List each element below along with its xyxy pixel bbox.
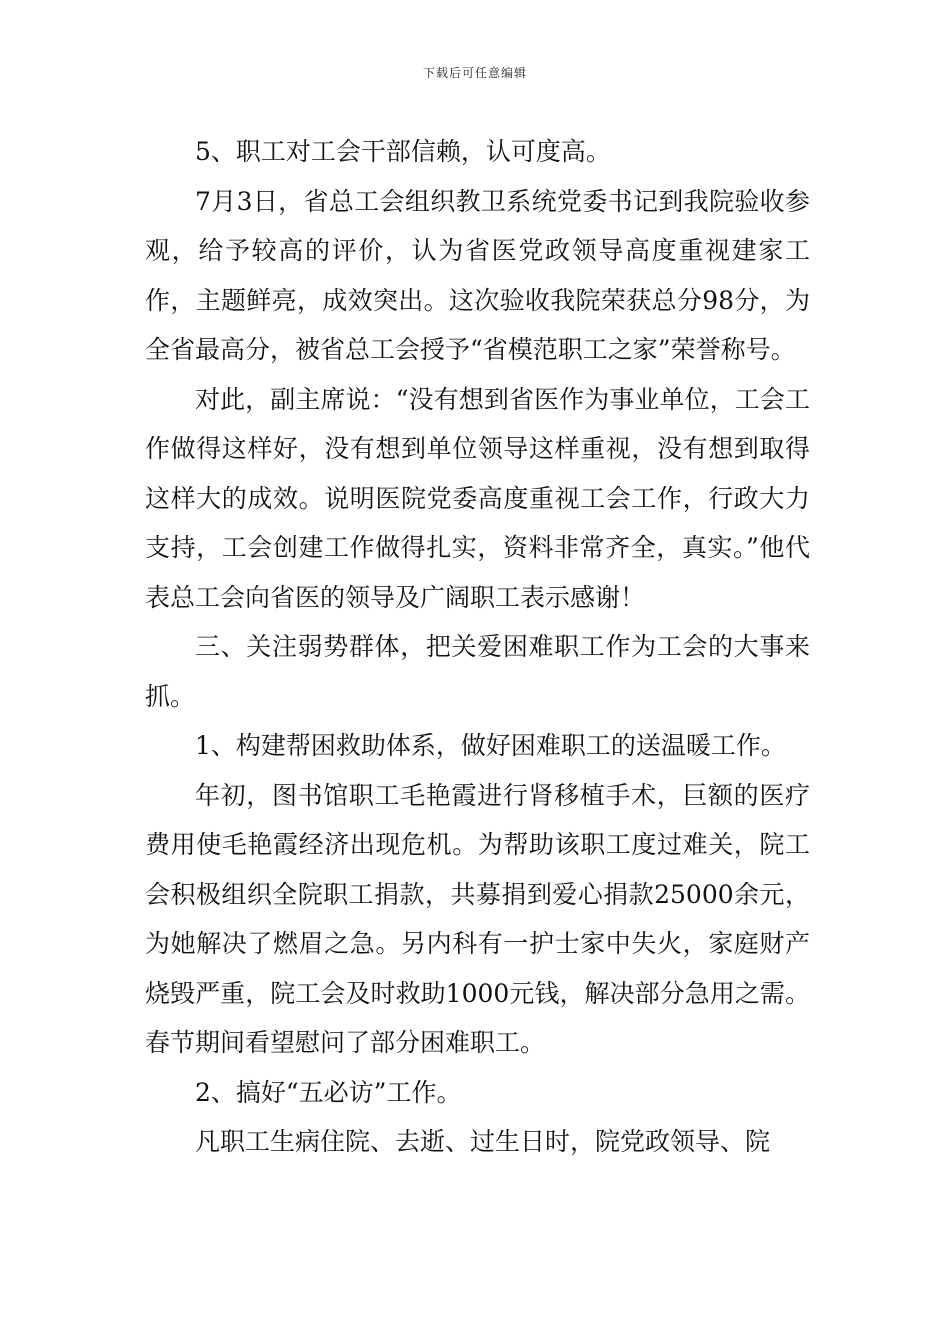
paragraph-vice-chair-quote: 对此，副主席说：“没有想到省医作为事业单位，工会工作做得这样好，没有想到单位领导这样重视，没有想到取得这样大的成效。说明医院党委高度重视工会工作，行政大力支持，工会创建工作做得扎实，资料非常齐全，真实。”他代表总工会向省医的领导及广阔职工表示感谢！ — [145, 384, 810, 612]
paragraph-relief-details: 年初，图书馆职工毛艳霞进行肾移植手术，巨额的医疗费用使毛艳霞经济出现危机。为帮助该职工度过难关，院工会积极组织全院职工捐款，共募捐到爱心捐款25000余元，为她解决了燃眉之急。另内科有一护士家中失火，家庭财产烧毁严重，院工会及时救助1000元钱，解决部分急用之需。春节期间看望慰问了部分困难职工。 — [145, 780, 810, 1057]
paragraph-item-5-heading: 5、职工对工会干部信赖，认可度高。 — [195, 137, 611, 166]
paragraph-inspection-result: 7月3日，省总工会组织教卫系统党委书记到我院验收参观，给予较高的评价，认为省医党政领导高度重视建家工作，主题鲜亮，成效突出。这次验收我院荣获总分98分，为全省最高分，被省总工会授予“省模范职工之家”荣誉称号。 — [145, 186, 810, 364]
document-body — [145, 127, 810, 1167]
paragraph-item-2-heading: 2、搞好“五必访”工作。 — [195, 1077, 462, 1107]
paragraph-section-3-heading: 三、关注弱势群体，把关爱困难职工作为工会的大事来抓。 — [145, 632, 810, 711]
paragraph-visits-text: 凡职工生病住院、去逝、过生日时，院党政领导、院 — [195, 1127, 771, 1156]
page-header: 下载后可任意编辑 — [422, 66, 527, 80]
paragraph-item-1-heading: 1、构建帮困救助体系，做好困难职工的送温暖工作。 — [195, 731, 786, 760]
